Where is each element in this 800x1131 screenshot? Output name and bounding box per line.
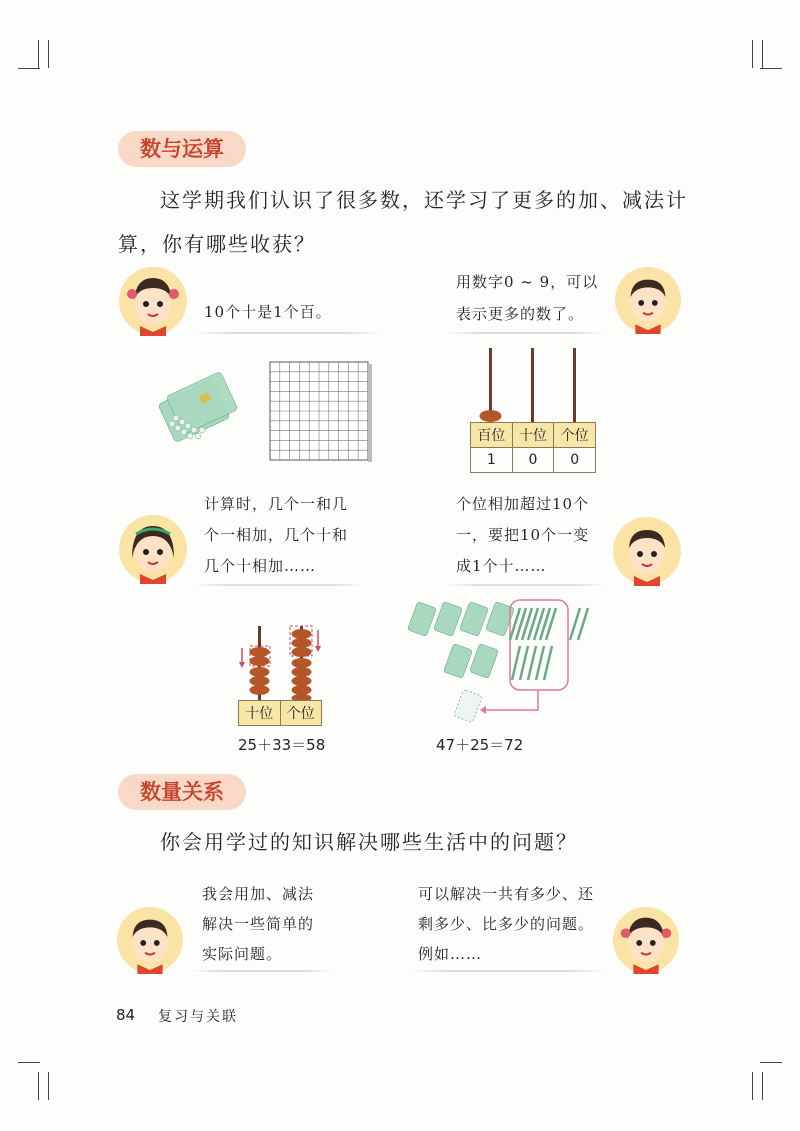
- crop-mark: [752, 1072, 753, 1100]
- girl-avatar: [118, 514, 188, 584]
- bubble-girl-2-line-1: 计算时，几个一和几: [204, 495, 349, 513]
- bubble-boy-1-line-1: 用数字0 ~ 9，可以: [456, 273, 599, 291]
- equation-2: 47＋25＝72: [436, 736, 524, 754]
- chapter-title: 复习与关联: [158, 1009, 238, 1025]
- place-value: 0: [554, 448, 596, 473]
- place-header: 十位: [239, 701, 281, 726]
- bubble-boy-3-line-3: 实际问题。: [202, 945, 283, 963]
- bubble-underline: [446, 332, 606, 334]
- bubble-boy-3-line-2: 解决一些简单的: [202, 915, 315, 933]
- place-header: 个位: [280, 701, 322, 726]
- abacus-addition: [238, 622, 324, 702]
- bubble-underline: [408, 970, 608, 972]
- intro-line-2: 算，你有哪些收获？: [118, 232, 316, 256]
- boy-avatar: [116, 906, 184, 974]
- bubble-underline: [194, 584, 364, 586]
- bubble-girl-2-line-2: 个一相加，几个十和: [204, 526, 349, 544]
- section-2-question: 你会用学过的知识解决哪些生活中的问题？: [160, 830, 578, 854]
- section-tag-relations: 数量关系: [118, 774, 246, 810]
- page-number: 84: [116, 1006, 136, 1024]
- crop-mark: [762, 40, 763, 68]
- crop-mark: [752, 40, 753, 68]
- crop-mark: [760, 68, 782, 69]
- bubble-underline: [194, 332, 384, 334]
- boy-avatar: [614, 266, 682, 334]
- abacus-hundred: [470, 346, 596, 424]
- crop-mark: [762, 1072, 763, 1100]
- bubble-underline: [446, 584, 606, 586]
- stick-bundles: [158, 372, 238, 448]
- place-header: 十位: [512, 423, 554, 448]
- place-header: 个位: [554, 423, 596, 448]
- crop-mark: [48, 1072, 49, 1100]
- crop-mark: [18, 1062, 40, 1063]
- bubble-underline: [192, 970, 332, 972]
- place-header: 百位: [471, 423, 513, 448]
- crop-mark: [38, 1072, 39, 1100]
- crop-mark: [760, 1062, 782, 1063]
- bubble-girl-3-line-1: 可以解决一共有多少、还: [418, 885, 595, 903]
- bubble-boy-1-line-2: 表示更多的数了。: [456, 305, 585, 323]
- section-tag-numbers: 数与运算: [118, 131, 246, 167]
- bubble-girl-1: 10个十是1个百。: [204, 303, 332, 321]
- intro-line-1: 这学期我们认识了很多数，还学习了更多的加、减法计: [160, 188, 688, 212]
- bubble-boy-3-line-1: 我会用加、减法: [202, 885, 315, 903]
- crop-mark: [38, 40, 39, 68]
- place-value: 0: [512, 448, 554, 473]
- crop-mark: [18, 68, 40, 69]
- bubble-boy-2-line-1: 个位相加超过10个: [456, 495, 590, 513]
- sticks-regrouping: [408, 596, 594, 728]
- place-value-table-1: [470, 422, 596, 473]
- bubble-boy-2-line-3: 成1个十……: [456, 557, 547, 575]
- bubble-boy-2-line-2: 一，要把10个一变: [456, 526, 590, 544]
- crop-mark: [48, 40, 49, 68]
- girl-avatar: [612, 906, 680, 974]
- equation-1: 25＋33＝58: [238, 736, 326, 754]
- hundred-grid: [268, 360, 374, 464]
- bubble-girl-3-line-2: 剩多少、比多少的问题。: [418, 915, 595, 933]
- place-value-table-2: [238, 700, 322, 726]
- place-value: 1: [471, 448, 513, 473]
- girl-avatar: [118, 266, 188, 336]
- boy-avatar: [612, 516, 682, 586]
- bubble-girl-2-line-3: 几个十相加……: [204, 557, 317, 575]
- bubble-girl-3-line-3: 例如……: [418, 945, 483, 963]
